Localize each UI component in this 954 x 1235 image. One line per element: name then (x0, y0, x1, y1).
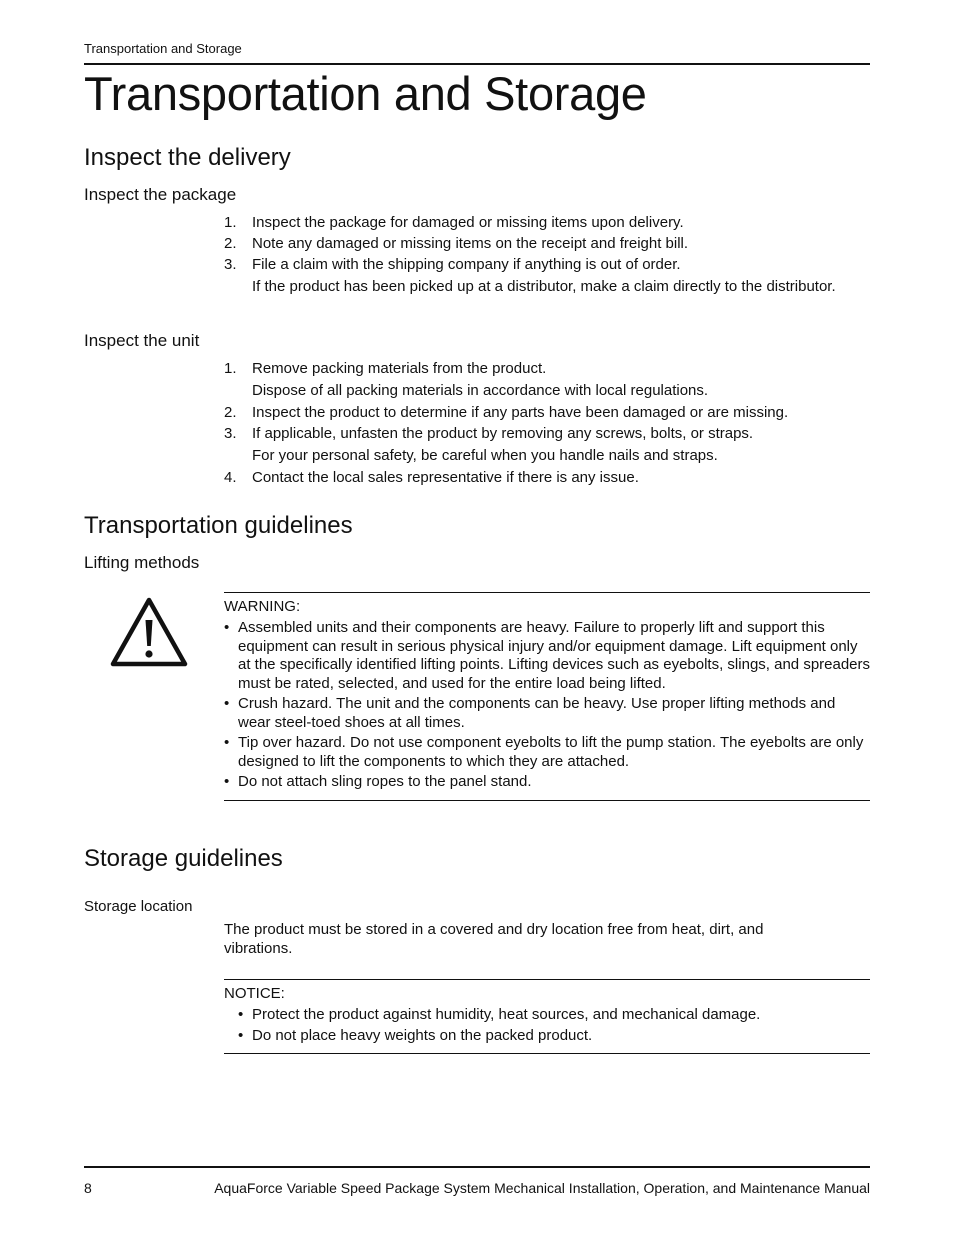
step-text: If applicable, unfasten the product by removing any screws, bolts, or straps. (252, 425, 754, 442)
step-item (224, 255, 864, 296)
subheading-inspect-package: Inspect the package (84, 185, 237, 204)
step-number: 4. (224, 469, 237, 486)
warning-label: WARNING: (224, 598, 301, 615)
step-item (224, 403, 864, 422)
step-item (224, 359, 864, 400)
page-number: 8 (84, 1180, 92, 1196)
notice-bullets (238, 1006, 870, 1045)
subheading-storage-location: Storage location (84, 898, 193, 915)
step-item (224, 234, 864, 253)
list-item: • Do not attach sling ropes to the panel stand. (224, 773, 870, 792)
footer-rule (84, 1166, 870, 1168)
warning-box (224, 592, 870, 801)
step-text: Inspect the product to determine if any parts have been damaged or are missing. (252, 404, 789, 421)
warning-triangle-icon (109, 596, 189, 668)
inspect-package-steps (224, 213, 864, 296)
step-note: For your personal safety, be careful when you handle nails and straps. (252, 447, 718, 464)
list-item: • Assembled units and their components are heavy. Failure to properly lift and support this equipment can result in serious physical injury and/or equipment damage. Lift equipment only at the specifically identified lifting points. Lifting devices such as eyebolts, slings, and spreaders must be rated, selected, and used for the entire load being lifted. (224, 619, 870, 693)
running-header: Transportation and Storage (84, 41, 242, 56)
subheading-inspect-unit: Inspect the unit (84, 331, 200, 350)
warning-bullets (224, 619, 870, 792)
step-text: Remove packing materials from the product. (252, 360, 547, 377)
manual-title: AquaForce Variable Speed Package System Mechanical Installation, Operation, and Maintenance Manual (214, 1180, 870, 1196)
step-text: File a claim with the shipping company if anything is out of order. (252, 256, 681, 273)
step-note: Dispose of all packing materials in accordance with local regulations. (252, 382, 709, 399)
section-heading-storage: Storage guidelines (84, 845, 283, 872)
step-item (224, 424, 864, 465)
list-item: • Tip over hazard. Do not use component eyebolts to lift the pump station. The eyebolts are only designed to lift the components to which they are attached. (224, 734, 870, 771)
step-number: 2. (224, 404, 237, 421)
notice-label: NOTICE: (224, 985, 285, 1002)
step-number: 3. (224, 256, 237, 273)
list-item: • Do not place heavy weights on the packed product. (238, 1027, 870, 1046)
subheading-lifting-methods: Lifting methods (84, 553, 200, 572)
page-title: Transportation and Storage (84, 67, 647, 120)
step-number: 3. (224, 425, 237, 442)
step-text: Contact the local sales representative if there is any issue. (252, 469, 639, 486)
inspect-unit-steps (224, 359, 864, 487)
storage-location-text: The product must be stored in a covered and dry location free from heat, dirt, and vibrations. (224, 921, 764, 957)
notice-box (224, 979, 870, 1054)
section-heading-inspect-delivery: Inspect the delivery (84, 144, 291, 171)
step-text: Note any damaged or missing items on the receipt and freight bill. (252, 235, 689, 252)
step-number: 2. (224, 235, 237, 252)
step-note: If the product has been picked up at a distributor, make a claim directly to the distributor. (252, 278, 836, 295)
step-text: Inspect the package for damaged or missing items upon delivery. (252, 214, 684, 231)
header-rule (84, 63, 870, 65)
step-number: 1. (224, 360, 237, 377)
section-heading-transportation: Transportation guidelines (84, 512, 353, 539)
step-number: 1. (224, 214, 237, 231)
step-item (224, 468, 864, 487)
list-item: • Crush hazard. The unit and the components can be heavy. Use proper lifting methods and wear steel-toed shoes at all times. (224, 695, 870, 732)
step-item (224, 213, 864, 232)
list-item: • Protect the product against humidity, heat sources, and mechanical damage. (238, 1006, 870, 1025)
